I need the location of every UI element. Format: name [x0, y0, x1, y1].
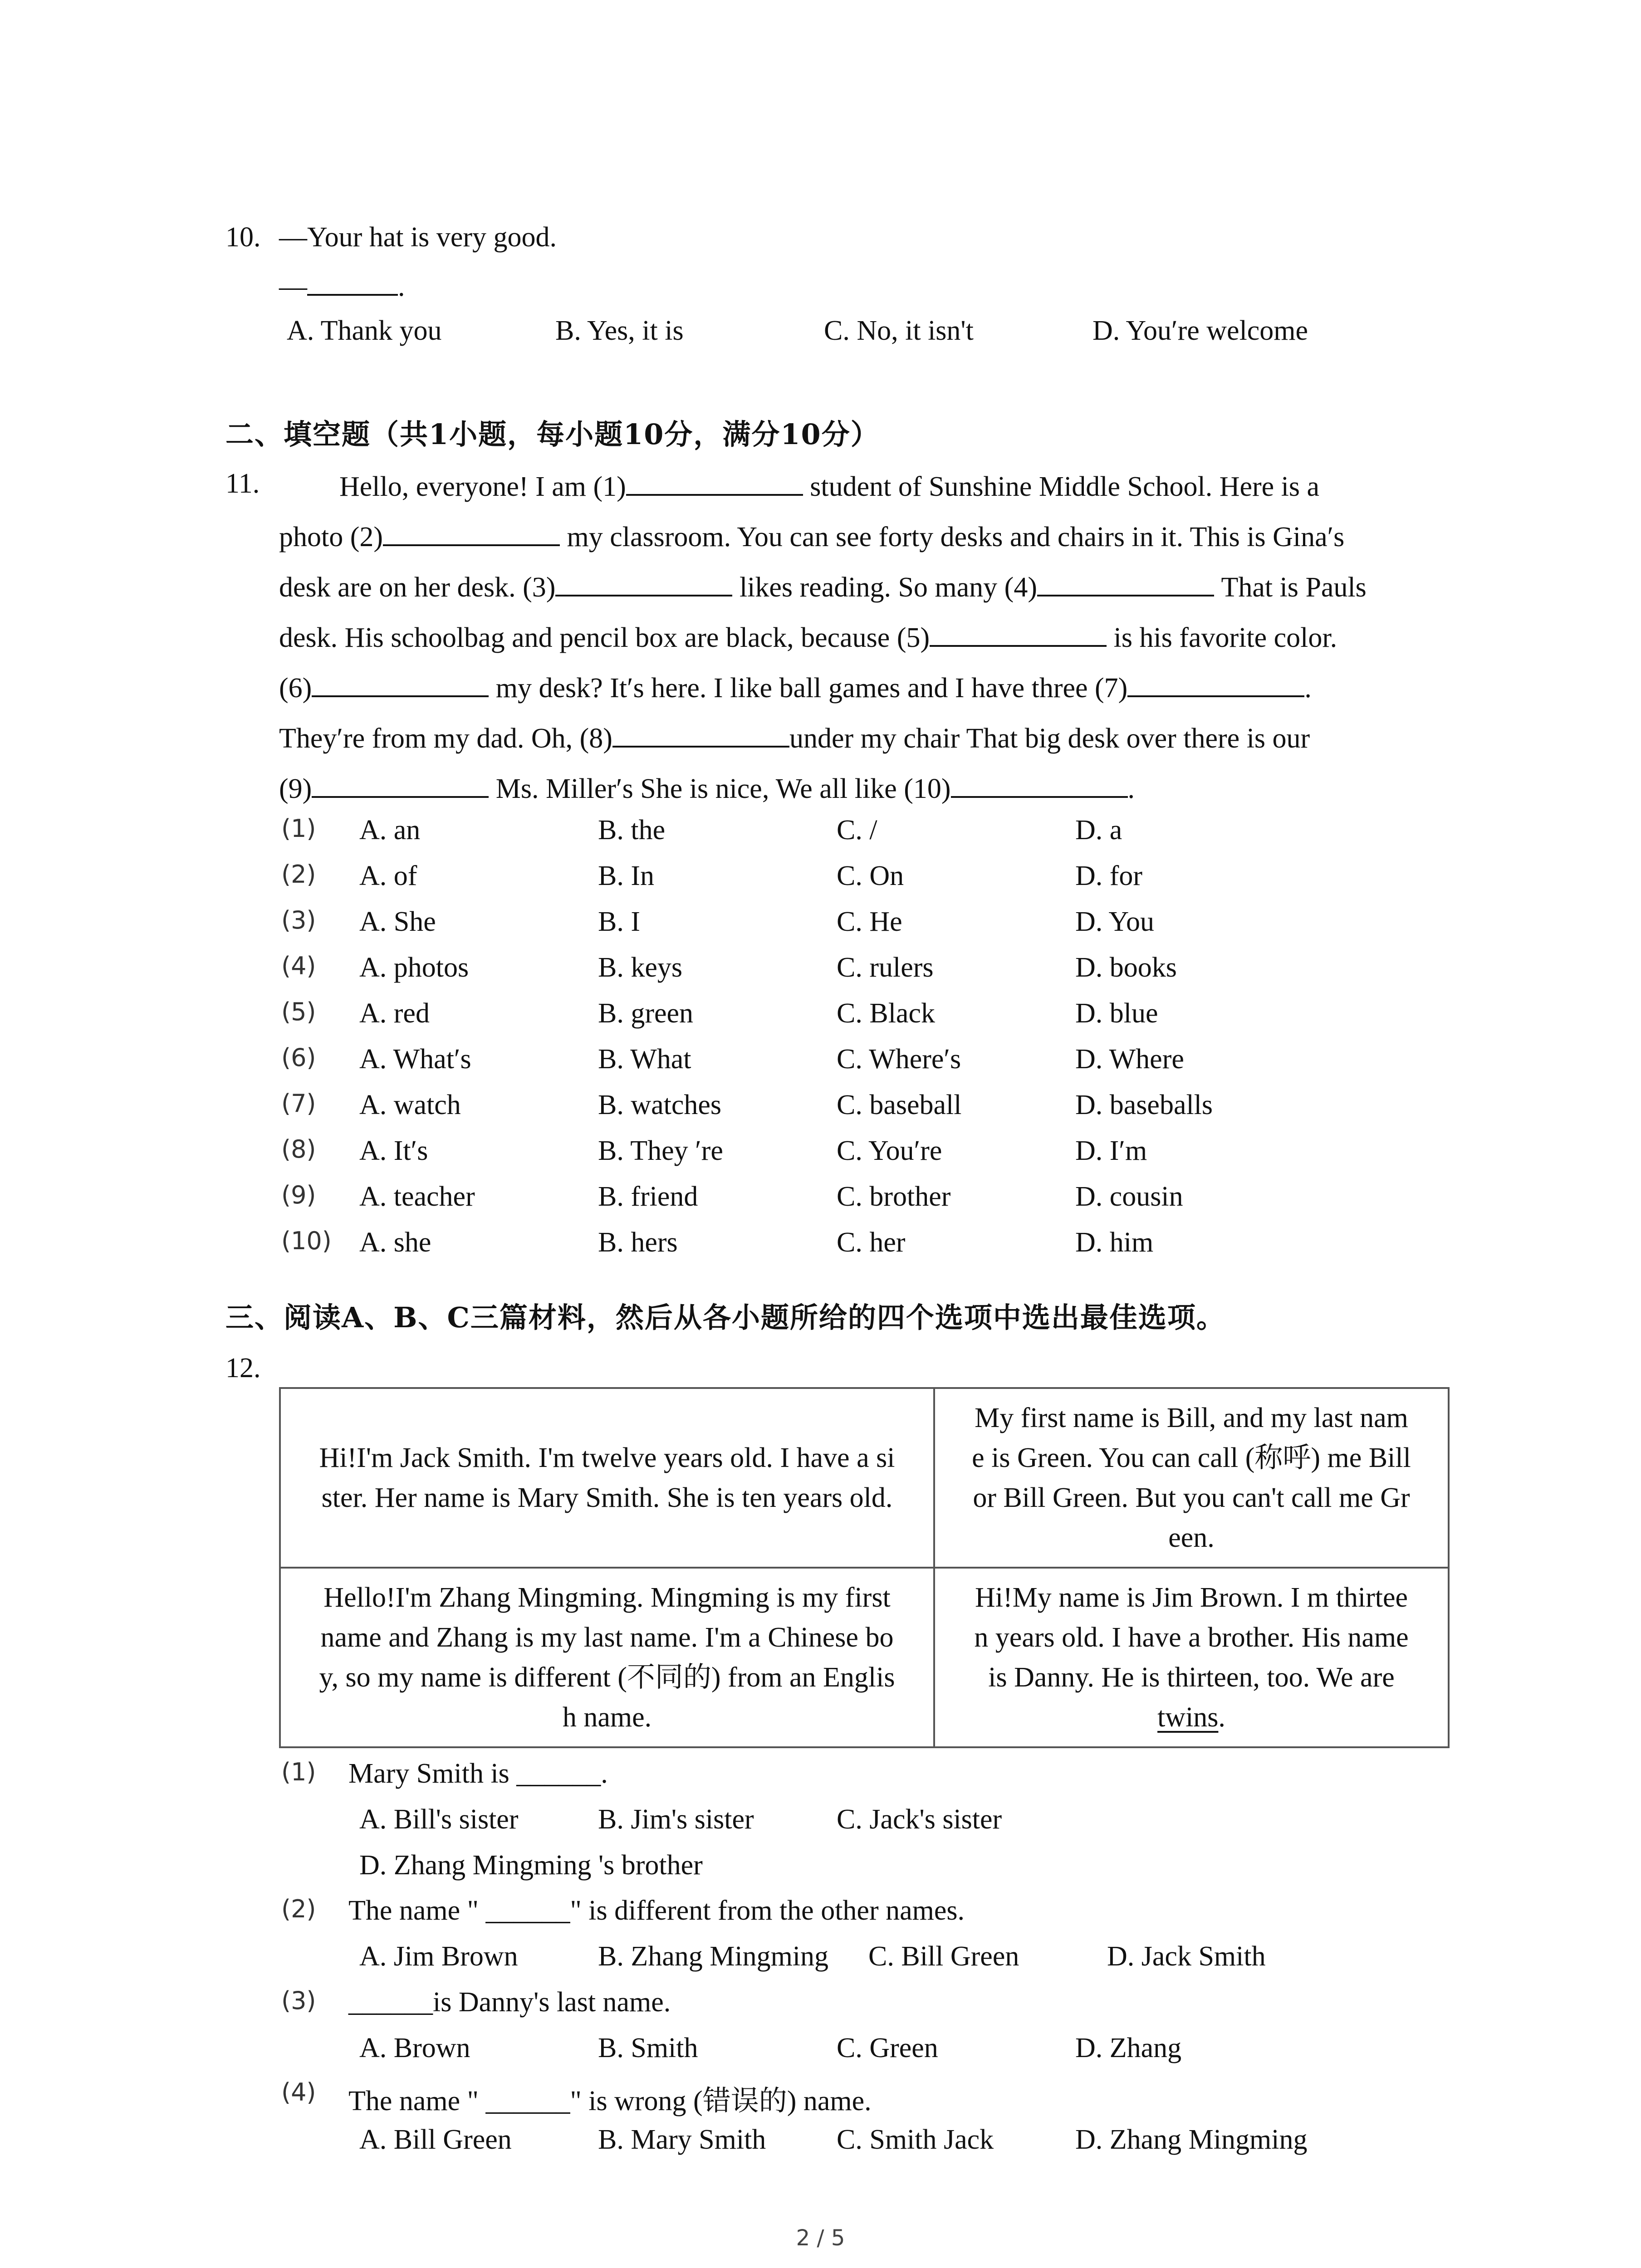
blank-5: [930, 621, 1107, 647]
subquestion-number: (1): [281, 814, 316, 843]
subquestion-number: (6): [281, 1043, 316, 1072]
option-d: D. I′m: [1075, 1135, 1147, 1166]
blank-1: [626, 469, 803, 496]
option-d: D. baseballs: [1075, 1090, 1213, 1120]
subquestion-stem: Mary Smith is ______.: [348, 1758, 608, 1789]
option-d: D. blue: [1075, 998, 1158, 1029]
option-b: B. I: [598, 906, 640, 937]
option-d: D. a: [1075, 815, 1122, 846]
option-b: B. Smith: [598, 2033, 698, 2063]
blank-2: [383, 520, 560, 546]
option-a: A. What′s: [359, 1044, 471, 1075]
subquestion-number: (1): [281, 1758, 316, 1786]
option-c: C. Bill Green: [868, 1941, 1019, 1972]
option-a: A. It′s: [359, 1135, 428, 1166]
option-a: A. red: [359, 998, 430, 1029]
option-c: C. Jack's sister: [837, 1804, 1002, 1835]
subquestion-number: (5): [281, 997, 316, 1026]
option-d: D. You′re welcome: [1092, 315, 1308, 346]
section-heading: 三、阅读A、B、C三篇材料，然后从各小题所给的四个选项中选出最佳选项。: [225, 1301, 1225, 1334]
option-b: B. What: [598, 1044, 691, 1075]
option-a: A. of: [359, 860, 417, 891]
subquestion-number: (3): [281, 906, 316, 934]
option-d: D. Jack Smith: [1107, 1941, 1266, 1972]
option-c: C. her: [837, 1227, 906, 1258]
passage-jack: Hi!I'm Jack Smith. I'm twelve years old. I have a si ster. Her name is Mary Smith. She is ten years old.: [280, 1388, 934, 1568]
question-prompt: —Your hat is very good.: [279, 222, 557, 253]
option-d: D. for: [1075, 860, 1143, 891]
subquestion-number: (2): [281, 860, 316, 889]
option-c: C. You′re: [837, 1135, 942, 1166]
option-a: A. Bill Green: [359, 2124, 512, 2155]
option-a: A. an: [359, 815, 421, 846]
option-b: B. Yes, it is: [555, 315, 684, 346]
option-c: C. Black: [837, 998, 935, 1029]
blank-7: [1127, 671, 1304, 697]
option-d: D. Zhang: [1075, 2033, 1182, 2063]
option-b: B. the: [598, 815, 666, 846]
option-b: B. They ′re: [598, 1135, 723, 1166]
option-b: B. Zhang Mingming: [598, 1941, 829, 1972]
subquestion-number: (4): [281, 2078, 316, 2107]
option-a: A. watch: [359, 1090, 461, 1120]
subquestion-number: (10): [281, 1227, 332, 1255]
option-c: C. No, it isn't: [824, 315, 974, 346]
option-a: A. Thank you: [287, 315, 442, 346]
subquestion-stem: The name " ______" is wrong (错误的) name.: [348, 2086, 872, 2116]
option-c: C. Where′s: [837, 1044, 961, 1075]
option-b: B. Mary Smith: [598, 2124, 766, 2155]
option-d: D. cousin: [1075, 1181, 1183, 1212]
subquestion-number: (3): [281, 1986, 316, 2015]
option-c: C. /: [837, 815, 877, 846]
subquestion-number: (4): [281, 952, 316, 980]
section-heading: 二、填空题（共1小题，每小题10分，满分10分）: [225, 418, 880, 451]
subquestion-number: (2): [281, 1895, 316, 1923]
answer-line: [279, 269, 405, 301]
subquestion-stem: ______is Danny's last name.: [348, 1987, 671, 2018]
passage-line-2: photo (2) my classroom. You can see forty desks and chairs in it. This is Gina′s: [279, 520, 1344, 553]
underlined-word: twins: [1157, 1702, 1219, 1733]
option-b: B. Jim's sister: [598, 1804, 754, 1835]
reading-table: [279, 1387, 1450, 1748]
option-a: A. She: [359, 906, 436, 937]
passage-bill: My first name is Bill, and my last nam e is Green. You can call (称呼) me Bill or Bill Green. But you can't call me Gr een.: [934, 1388, 1449, 1568]
option-d: D. him: [1075, 1227, 1154, 1258]
option-a: A. Jim Brown: [359, 1941, 518, 1972]
passage-line-3: desk are on her desk. (3) likes reading. So many (4) That is Pauls: [279, 570, 1367, 604]
option-a: A. she: [359, 1227, 431, 1258]
blank-9: [312, 772, 489, 798]
option-d: D. books: [1075, 952, 1177, 983]
passage-line-5: (6) my desk? It′s here. I like ball games and I have three (7) .: [279, 671, 1312, 704]
option-c: C. brother: [837, 1181, 951, 1212]
option-c: C. Smith Jack: [837, 2124, 994, 2155]
option-b: B. watches: [598, 1090, 722, 1120]
option-b: B. hers: [598, 1227, 678, 1258]
subquestion-stem: The name " ______" is different from the other names.: [348, 1895, 965, 1926]
option-d: D. Zhang Mingming 's brother: [359, 1850, 703, 1881]
dash: —: [279, 271, 307, 302]
option-d: D. You: [1075, 906, 1155, 937]
passage-line-1: Hello, everyone! I am (1) student of Sunshine Middle School. Here is a: [339, 469, 1319, 503]
passage-jim: Hi!My name is Jim Brown. I m thirtee n years old. I have a brother. His name is Danny. He is thirteen, too. We are twins.: [934, 1568, 1449, 1747]
option-b: B. keys: [598, 952, 682, 983]
blank-3: [555, 570, 732, 596]
option-a: A. Bill's sister: [359, 1804, 519, 1835]
option-a: A. teacher: [359, 1181, 475, 1212]
blank-10: [951, 772, 1128, 798]
option-c: C. He: [837, 906, 902, 937]
question-number: 10.: [225, 222, 261, 253]
option-b: B. green: [598, 998, 694, 1029]
option-d: D. Where: [1075, 1044, 1184, 1075]
page-number: 2 / 5: [796, 2225, 845, 2251]
option-c: C. On: [837, 860, 904, 891]
question-number: 12.: [225, 1353, 261, 1383]
subquestion-number: (7): [281, 1089, 316, 1118]
option-a: A. Brown: [359, 2033, 470, 2063]
option-b: B. In: [598, 860, 654, 891]
question-number: 11.: [225, 468, 260, 499]
option-c: C. rulers: [837, 952, 934, 983]
option-d: D. Zhang Mingming: [1075, 2124, 1308, 2155]
period: .: [398, 271, 405, 302]
passage-line-6: They′re from my dad. Oh, (8) under my chair That big desk over there is our: [279, 721, 1310, 755]
answer-blank: [307, 269, 398, 296]
option-c: C. Green: [837, 2033, 938, 2063]
option-a: A. photos: [359, 952, 469, 983]
subquestion-number: (9): [281, 1181, 316, 1209]
blank-6: [312, 671, 489, 697]
blank-8: [612, 721, 789, 748]
subquestion-number: (8): [281, 1135, 316, 1163]
option-c: C. baseball: [837, 1090, 962, 1120]
passage-zhang: Hello!I'm Zhang Mingming. Mingming is my first name and Zhang is my last name. I'm a Chinese bo y, so my name is different (不同的) from an Englis h name.: [280, 1568, 934, 1747]
passage-line-7: (9) Ms. Miller′s She is nice, We all like (10) .: [279, 772, 1135, 805]
passage-line-4: desk. His schoolbag and pencil box are black, because (5) is his favorite color.: [279, 621, 1337, 654]
option-b: B. friend: [598, 1181, 698, 1212]
blank-4: [1037, 570, 1214, 596]
